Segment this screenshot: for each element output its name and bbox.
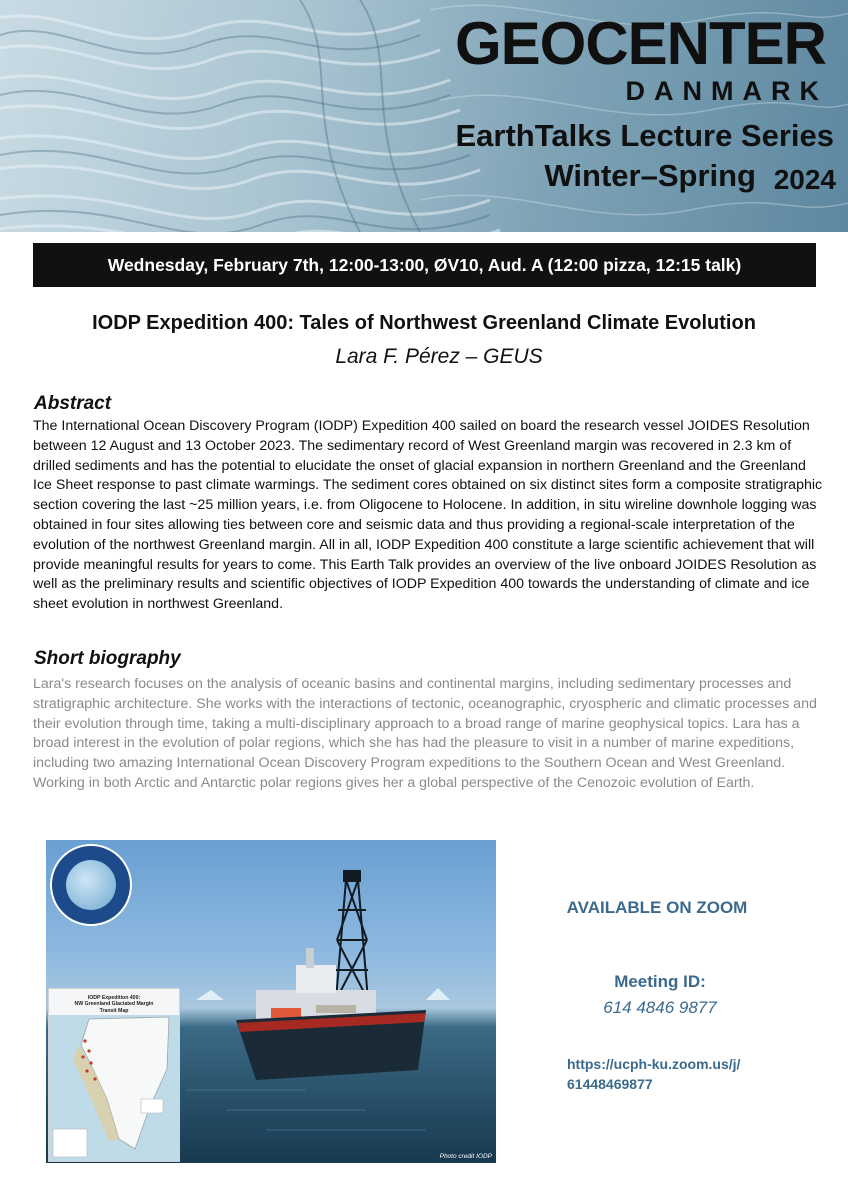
ship-photo bbox=[46, 840, 496, 1163]
event-date-bar bbox=[33, 243, 816, 287]
expedition-logo bbox=[50, 844, 132, 926]
photo-credit: Photo credit IODP bbox=[439, 1153, 492, 1160]
abstract-heading: Abstract bbox=[34, 393, 112, 414]
biography-heading: Short biography bbox=[34, 648, 181, 669]
meeting-id-value: 614 4846 9877 bbox=[603, 998, 717, 1017]
zoom-link-line-1[interactable]: https://ucph-ku.zoom.us/j/ bbox=[567, 1056, 741, 1072]
header-banner bbox=[0, 0, 848, 232]
event-date-text: Wednesday, February 7th, 12:00-13:00, ØV10, Aud. A (12:00 pizza, 12:15 talk) bbox=[107, 254, 742, 275]
org-subtitle: DANMARK bbox=[625, 76, 828, 106]
series-year: 2024 bbox=[773, 164, 836, 195]
zoom-meeting-link[interactable] bbox=[567, 1054, 777, 1094]
talk-title: IODP Expedition 400: Tales of Northwest Greenland Climate Evolution bbox=[92, 312, 756, 334]
series-season: Winter–Spring bbox=[544, 158, 756, 193]
map-title: IODP Expedition 400: NW Greenland Glaciated Margin Transit Map bbox=[74, 995, 154, 1014]
series-title: EarthTalks Lecture Series bbox=[455, 118, 834, 153]
meeting-id-label: Meeting ID: bbox=[614, 972, 706, 991]
logo-globe-icon bbox=[66, 860, 116, 910]
greenland-map-image bbox=[49, 989, 179, 1161]
zoom-link-line-2[interactable]: 61448469877 bbox=[567, 1076, 653, 1092]
biography-text: Lara's research focuses on the analysis of oceanic basins and continental margins, including sedimentary processes and stratigraphic architecture. She works with the interactions of tectonic, oceanographic, cryospheric and climatic processes and their evolution through time, taking a multi-disciplinary approach to a broad range of marine geophysical topics. Lara has a broad interest in the evolution of polar regions, which she has had the pleasure to visit in a number of marine expeditions, including two amazing International Ocean Discovery Program expeditions to the Southern Ocean and West Greenland. Working in both Arctic and Antarctic polar regions gives her a global perspective of the Cenozoic evolution of Earth. bbox=[33, 676, 817, 791]
zoom-availability-heading: AVAILABLE ON ZOOM bbox=[566, 898, 748, 917]
speaker-name: Lara F. Pérez – GEUS bbox=[335, 345, 543, 368]
abstract-text: The International Ocean Discovery Program (IODP) Expedition 400 sailed on board the research vessel JOIDES Resolution between 12 August and 13 October 2023. The sedimentary record of West Greenland margin was recovered in 2.3 km of drilled sediments and has the potential to elucidate the onset of glacial expansion in northern Greenland and the Greenland Ice Sheet response to past climate warmings. The sediment cores obtained on six distinct sites form a composite stratigraphic section covering the last ~25 million years, i.e. from Oligocene to Holocene. In addition, in situ wireline downhole logging was obtained in four sites allowing ties between core and seismic data and thus providing a regional-scale interpretation of the evolution of the northwest Greenland margin. All in all, IODP Expedition 400 constitute a large scientific achievement that will provide meaningful results for years to come. This Earth Talk provides an overview of the live onboard JOIDES Resolution as well as the preliminary results and scientific objectives of IODP Expedition 400 towards the understanding of climate and ice sheet evolution in northwest Greenland. bbox=[33, 418, 823, 613]
org-name: GEOCENTER bbox=[454, 10, 826, 77]
transit-map-inset bbox=[48, 988, 180, 1162]
